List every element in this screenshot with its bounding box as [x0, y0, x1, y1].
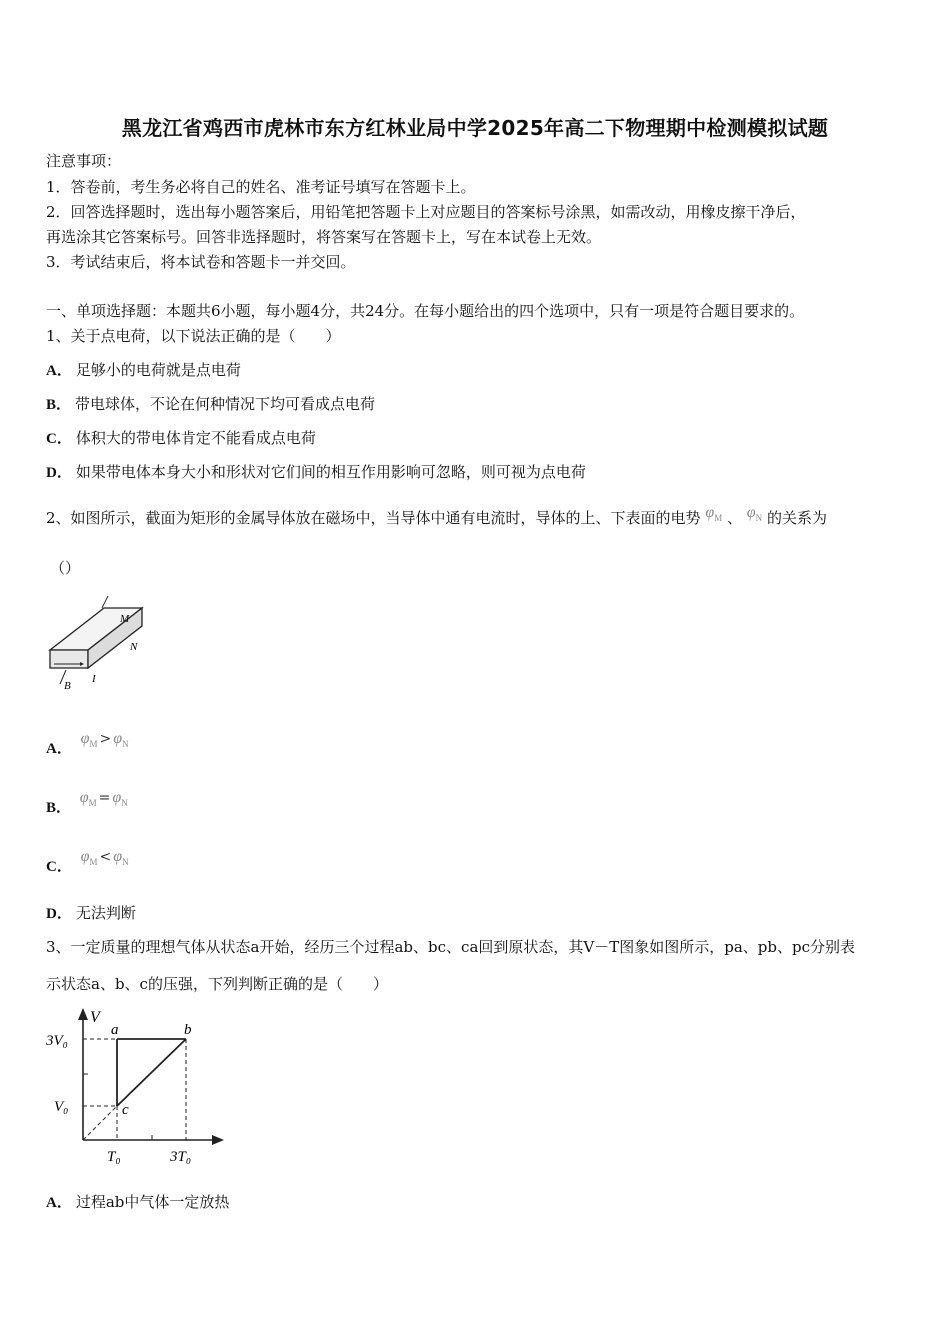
relation-symbol: >: [99, 731, 112, 747]
q2-answer-paren: （）: [50, 559, 81, 577]
v-axis-arrow: [78, 1008, 88, 1020]
option-label: C．: [46, 859, 72, 875]
q1-option-b[interactable]: [46, 394, 375, 415]
phi-n-symbol: $\varphi_N$: [112, 789, 128, 809]
label-n: N: [130, 641, 138, 653]
q2-stem-text: 2、如图所示，截面为矩形的金属导体放在磁场中，当导体中通有电流时，导体的上、下表面的电势: [46, 509, 701, 527]
q1-option-d[interactable]: [46, 462, 586, 483]
state-label-b: b: [184, 1022, 192, 1038]
tick-label-t0: T₀: [107, 1149, 121, 1165]
q2-option-d[interactable]: [46, 903, 136, 924]
phi-m-symbol: $\varphi_M$: [705, 504, 723, 524]
option-label: A．: [46, 741, 72, 757]
option-label: C．: [46, 431, 72, 447]
phi-n-symbol: $\varphi_N$: [746, 504, 763, 524]
phi-n-symbol: $\varphi_N$: [113, 848, 129, 868]
q1-option-a[interactable]: [46, 360, 241, 381]
field-line: [102, 596, 108, 608]
q3-option-a[interactable]: [46, 1192, 229, 1213]
q3-stem-line2: 示状态a、b、c的压强，下列判断正确的是（ ）: [46, 975, 388, 993]
relation-symbol: <: [99, 849, 112, 865]
option-text: 过程ab中气体一定放热: [75, 1193, 230, 1211]
phi-m-symbol: $\varphi_M$: [80, 848, 98, 868]
t-axis-arrow: [212, 1135, 224, 1145]
relation-expression: [80, 729, 129, 750]
option-text: 带电球体，不论在何种情况下均可看成点电荷: [75, 395, 376, 413]
q2-stem: [46, 504, 827, 534]
conductor-front-face: [50, 650, 88, 668]
state-label-a: a: [111, 1022, 119, 1038]
option-label: D．: [46, 906, 72, 922]
notice-item: 1．答卷前，考生务必将自己的姓名、准考证号填写在答题卡上。: [46, 178, 476, 196]
conductor-figure: [44, 592, 154, 692]
tick-label-3v0: 3V₀: [46, 1033, 68, 1049]
vt-graph: [44, 1004, 234, 1174]
notice-item: 再选涂其它答案标号。回答非选择题时，将答案写在答题卡上，写在本试卷上无效。: [46, 228, 602, 246]
tick-label-v0: V₀: [54, 1099, 69, 1115]
q2-option-c[interactable]: [46, 848, 129, 882]
q2-option-b[interactable]: [46, 789, 128, 823]
label-b: B: [64, 680, 71, 692]
option-text: 足够小的电荷就是点电荷: [75, 361, 241, 379]
phi-m-symbol: $\varphi_M$: [80, 730, 98, 750]
relation-expression: [80, 847, 129, 868]
phi-n-symbol: $\varphi_N$: [113, 730, 129, 750]
option-text: 如果带电体本身大小和形状对它们间的相互作用影响可忽略，则可视为点电荷: [75, 463, 586, 481]
phi-m-symbol: $\varphi_M$: [79, 789, 97, 809]
label-m: M: [120, 613, 130, 625]
state-label-c: c: [122, 1102, 129, 1118]
guide-origin: [83, 1106, 117, 1140]
notice-item: 3．考试结束后，将本试卷和答题卡一并交回。: [46, 253, 356, 271]
option-label: B．: [46, 397, 72, 413]
option-label: B．: [46, 800, 72, 816]
process-bc: [117, 1039, 186, 1106]
q2-stem-text-end: 的关系为: [766, 509, 827, 527]
notice-heading: 注意事项：: [46, 152, 122, 170]
relation-expression: [79, 788, 128, 809]
page-title: 黑龙江省鸡西市虎林市东方红林业局中学2025年高二下物理期中检测模拟试题: [121, 116, 829, 140]
q1-stem: 1、关于点电荷，以下说法正确的是（ ）: [46, 327, 341, 345]
option-text: 无法判断: [75, 904, 136, 922]
v-axis-label: V: [90, 1009, 100, 1026]
notice-item: 2．回答选择题时，选出每小题答案后，用铅笔把答题卡上对应题目的答案标号涂黑，如需改动，用橡皮擦干净后，: [46, 203, 806, 221]
q2-option-a[interactable]: [46, 730, 129, 764]
option-label: A．: [46, 1195, 72, 1211]
q3-stem-line1: 3、一定质量的理想气体从状态a开始，经历三个过程ab、bc、ca回到原状态，其V－T图象如图所示，pa、pb、pc分别表: [46, 938, 855, 956]
relation-symbol: =: [98, 790, 111, 806]
q1-option-c[interactable]: [46, 428, 316, 449]
option-label: D．: [46, 465, 72, 481]
option-text: 体积大的带电体肯定不能看成点电荷: [75, 429, 316, 447]
tick-label-3t0: 3T₀: [170, 1149, 192, 1165]
label-i: I: [92, 673, 96, 685]
separator: 、: [727, 509, 743, 527]
section-heading: 一、单项选择题：本题共6小题，每小题4分，共24分。在每小题给出的四个选项中，只有一项是符合题目要求的。: [46, 302, 805, 320]
option-label: A．: [46, 363, 72, 379]
